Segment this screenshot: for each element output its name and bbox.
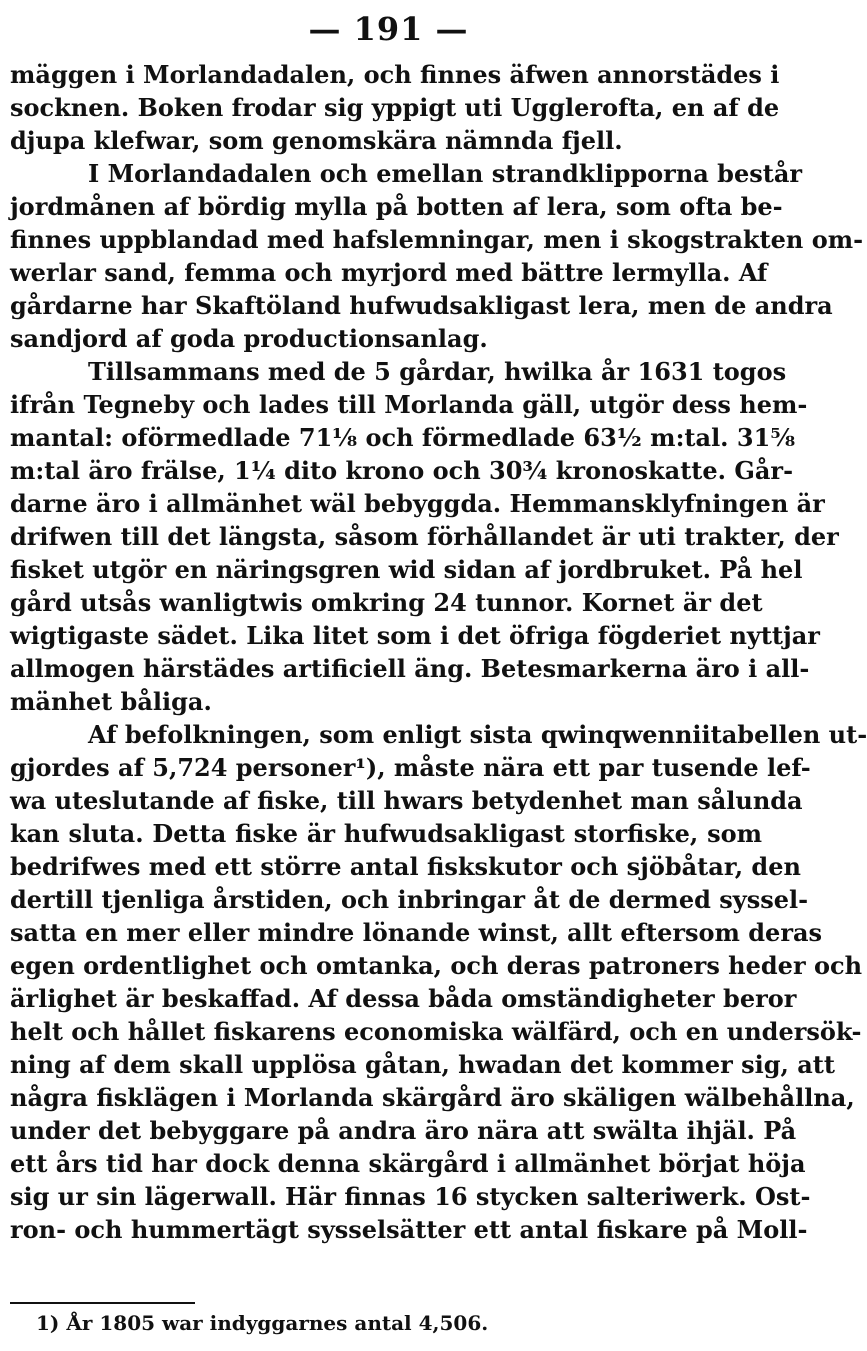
text-line: dertill tjenliga årstiden, och inbringar åt de dermed syssel- (10, 885, 809, 914)
text-line: Af befolkningen, som enligt sista qwinqwenniitabellen ut- (88, 720, 867, 749)
text-line: ärlighet är beskaffad. Af dessa båda omständigheter beror (10, 984, 797, 1013)
footnote-divider (10, 1302, 195, 1304)
text-line: sig ur sin lägerwall. Här finnas 16 stycken salteriwerk. Ost- (10, 1182, 811, 1211)
text-line: gjordes af 5,724 personer¹), måste nära ett par tusende lef- (10, 753, 811, 782)
text-line: under det bebyggare på andra äro nära att swälta ihjäl. På (10, 1116, 797, 1145)
text-line: ron- och hummertägt sysselsätter ett antal fiskare på Moll- (10, 1215, 808, 1244)
text-line: gårdarne har Skaftöland hufwudsakligast lera, men de andra (10, 291, 833, 320)
text-line: mantal: oförmedlade 71⅛ och förmedlade 63½ m:tal. 31⅝ (10, 423, 796, 452)
text-line: socknen. Boken frodar sig yppigt uti Ugglerofta, en af de (10, 93, 780, 122)
text-line: wa uteslutande af fiske, till hwars betydenhet man sålunda (10, 786, 803, 815)
text-line: djupa klefwar, som genomskära nämnda fjell. (10, 126, 623, 155)
text-line: allmogen härstädes artificiell äng. Betesmarkerna äro i all- (10, 654, 810, 683)
text-line: fisket utgör en näringsgren wid sidan af jordbruket. På hel (10, 555, 803, 584)
text-line: bedrifwes med ett större antal fiskskutor och sjöbåtar, den (10, 852, 801, 881)
text-line: ifrån Tegneby och lades till Morlanda gäll, utgör dess hem- (10, 390, 808, 419)
text-line: satta en mer eller mindre lönande winst, allt eftersom deras (10, 918, 823, 947)
text-line: m:tal äro frälse, 1¼ dito krono och 30¾ kronoskatte. Går- (10, 456, 794, 485)
text-line: I Morlandadalen och emellan strandklipporna består (88, 159, 803, 188)
text-line: drifwen till det längsta, såsom förhållandet är uti trakter, der (10, 522, 839, 551)
text-line: mäggen i Morlandadalen, och finnes äfwen annorstädes i (10, 60, 780, 89)
text-line: Tillsammans med de 5 gårdar, hwilka år 1631 togos (88, 357, 787, 386)
text-line: darne äro i allmänhet wäl bebyggda. Hemmansklyfningen är (10, 489, 825, 518)
text-line: mänhet båliga. (10, 687, 212, 716)
page-number: — 191 — (308, 10, 469, 48)
text-line: finnes uppblandad med hafslemningar, men i skogstrakten om- (10, 225, 864, 254)
text-line: gård utsås wanligtwis omkring 24 tunnor. Kornet är det (10, 588, 763, 617)
text-line: sandjord af goda productionsanlag. (10, 324, 488, 353)
text-line: wigtigaste sädet. Lika litet som i det öfriga fögderiet nyttjar (10, 621, 820, 650)
text-line: ett års tid har dock denna skärgård i allmänhet börjat höja (10, 1149, 806, 1178)
text-line: ning af dem skall upplösa gåtan, hwadan det kommer sig, att (10, 1050, 835, 1079)
footnote: 1) År 1805 war indyggarnes antal 4,506. (36, 1311, 489, 1335)
text-line: några fisklägen i Morlanda skärgård äro skäligen wälbehållna, (10, 1083, 855, 1112)
text-line: werlar sand, femma och myrjord med bättre lermylla. Af (10, 258, 768, 287)
body-text (10, 58, 867, 1246)
text-line: jordmånen af bördig mylla på botten af lera, som ofta be- (10, 192, 783, 221)
text-line: egen ordentlighet och omtanka, och deras patroners heder och (10, 951, 863, 980)
text-line: helt och hållet fiskarens economiska wälfärd, och en undersök- (10, 1017, 862, 1046)
text-line: kan sluta. Detta fiske är hufwudsakligast storfiske, som (10, 819, 762, 848)
